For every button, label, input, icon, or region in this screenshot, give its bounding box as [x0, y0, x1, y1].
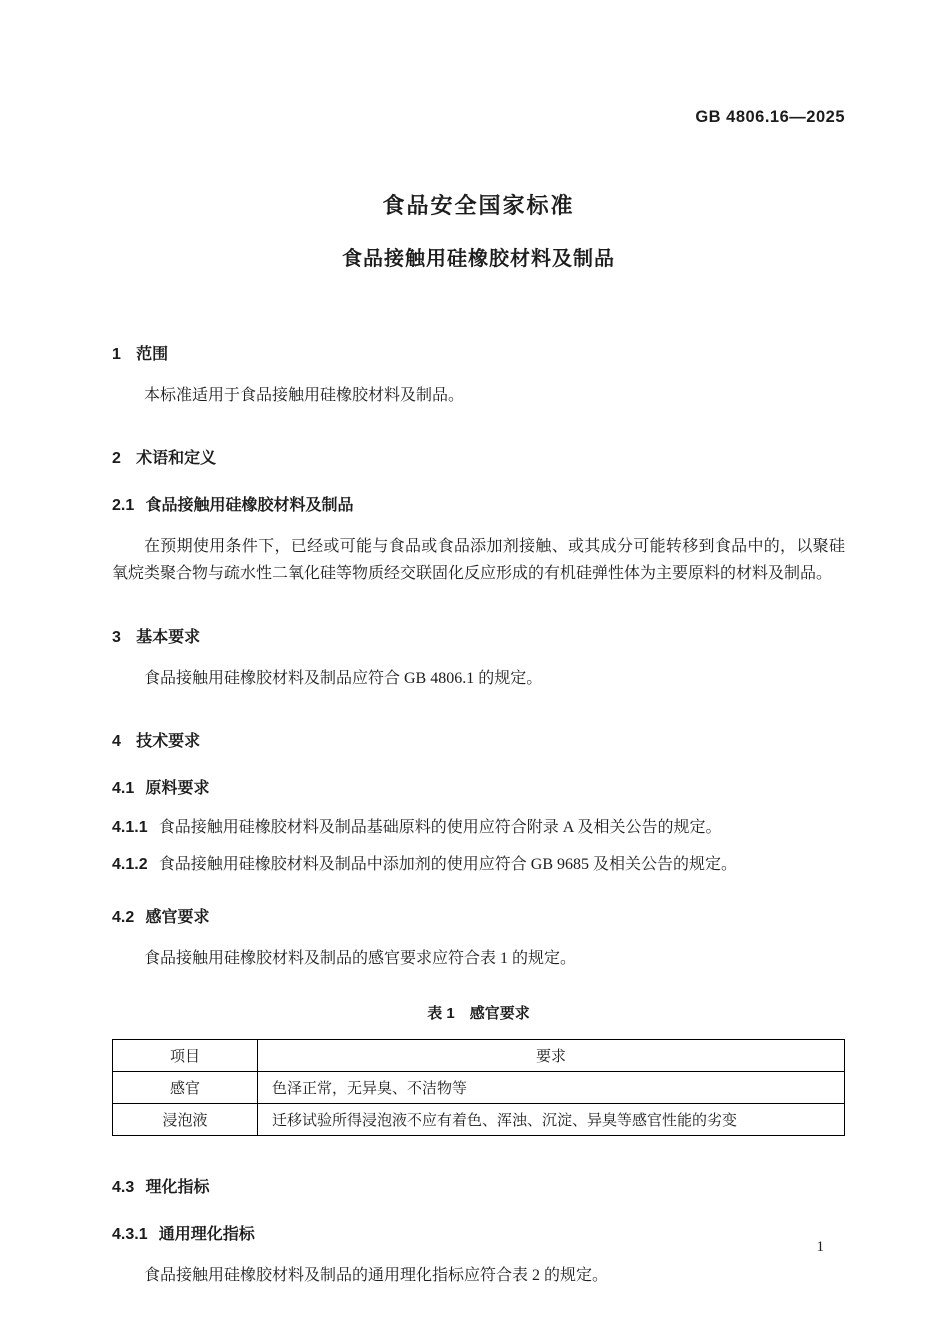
section-4-2-paragraph: 食品接触用硅橡胶材料及制品的感官要求应符合表 1 的规定。	[144, 950, 577, 968]
section-heading-3	[112, 624, 845, 647]
clause-4-1-1	[112, 814, 845, 841]
section-number: 4	[112, 732, 121, 750]
column-header-item: 项目	[113, 1040, 258, 1072]
section-label: 技术要求	[136, 732, 201, 750]
column-header-requirement: 要求	[258, 1040, 845, 1072]
section-number: 2.1	[112, 497, 135, 515]
section-heading-4-3-1	[112, 1221, 845, 1244]
sensory-requirements-table	[112, 1039, 845, 1136]
table-header-row	[113, 1040, 845, 1072]
section-3-paragraph: 食品接触用硅橡胶材料及制品应符合 GB 4806.1 的规定。	[144, 669, 543, 687]
section-number: 2	[112, 450, 121, 468]
section-4-3-1-paragraph: 食品接触用硅橡胶材料及制品的通用理化指标应符合表 2 的规定。	[144, 1267, 609, 1285]
clause-text: 食品接触用硅橡胶材料及制品中添加剂的使用应符合 GB 9685 及相关公告的规定。	[158, 855, 738, 873]
section-number: 3	[112, 628, 121, 646]
section-heading-2	[112, 445, 845, 468]
document-subtitle: 食品接触用硅橡胶材料及制品	[342, 248, 615, 270]
table-cell-requirement: 色泽正常，无异臭、不洁物等	[258, 1072, 845, 1104]
section-label: 感官要求	[145, 909, 210, 927]
section-number: 4.2	[112, 909, 135, 927]
section-label: 原料要求	[145, 779, 210, 797]
section-heading-4-3	[112, 1174, 845, 1197]
section-heading-4-2	[112, 904, 845, 927]
section-heading-4	[112, 728, 845, 751]
section-heading-2-1	[112, 492, 845, 515]
clause-text: 食品接触用硅橡胶材料及制品基础原料的使用应符合附录 A 及相关公告的规定。	[158, 818, 722, 836]
section-heading-4-1	[112, 775, 845, 798]
document-title: 食品安全国家标准	[382, 193, 575, 218]
clause-4-1-2	[112, 851, 845, 878]
table-row	[113, 1072, 845, 1104]
table-row	[113, 1104, 845, 1136]
section-number: 4.3	[112, 1179, 135, 1197]
standard-code: GB 4806.16—2025	[695, 108, 845, 126]
table-cell-item: 浸泡液	[113, 1104, 258, 1136]
section-number: 4.3.1	[112, 1226, 148, 1244]
section-label: 食品接触用硅橡胶材料及制品	[145, 497, 354, 515]
section-label: 理化指标	[145, 1179, 210, 1197]
section-2-1-paragraph: 在预期使用条件下，已经或可能与食品或食品添加剂接触、或其成分可能转移到食品中的，以聚硅氧烷类聚合物与疏水性二氧化硅等物质经交联固化反应形成的有机硅弹性体为主要原料的材料及制品。	[112, 538, 845, 583]
section-label: 基本要求	[136, 628, 201, 646]
table-cell-requirement: 迁移试验所得浸泡液不应有着色、浑浊、沉淀、异臭等感官性能的劣变	[258, 1104, 845, 1136]
section-number: 1	[112, 346, 121, 363]
clause-number: 4.1.1	[112, 818, 148, 836]
section-label: 通用理化指标	[158, 1226, 255, 1244]
clause-number: 4.1.2	[112, 855, 148, 873]
page-number: 1	[816, 1239, 824, 1255]
table-cell-item: 感官	[113, 1072, 258, 1104]
section-label: 术语和定义	[136, 450, 217, 468]
section-number: 4.1	[112, 779, 135, 797]
section-heading-1	[112, 341, 845, 364]
table-1-caption: 表 1 感官要求	[427, 1005, 530, 1023]
section-label: 范围	[136, 346, 169, 363]
section-1-paragraph: 本标准适用于食品接触用硅橡胶材料及制品。	[144, 387, 465, 404]
